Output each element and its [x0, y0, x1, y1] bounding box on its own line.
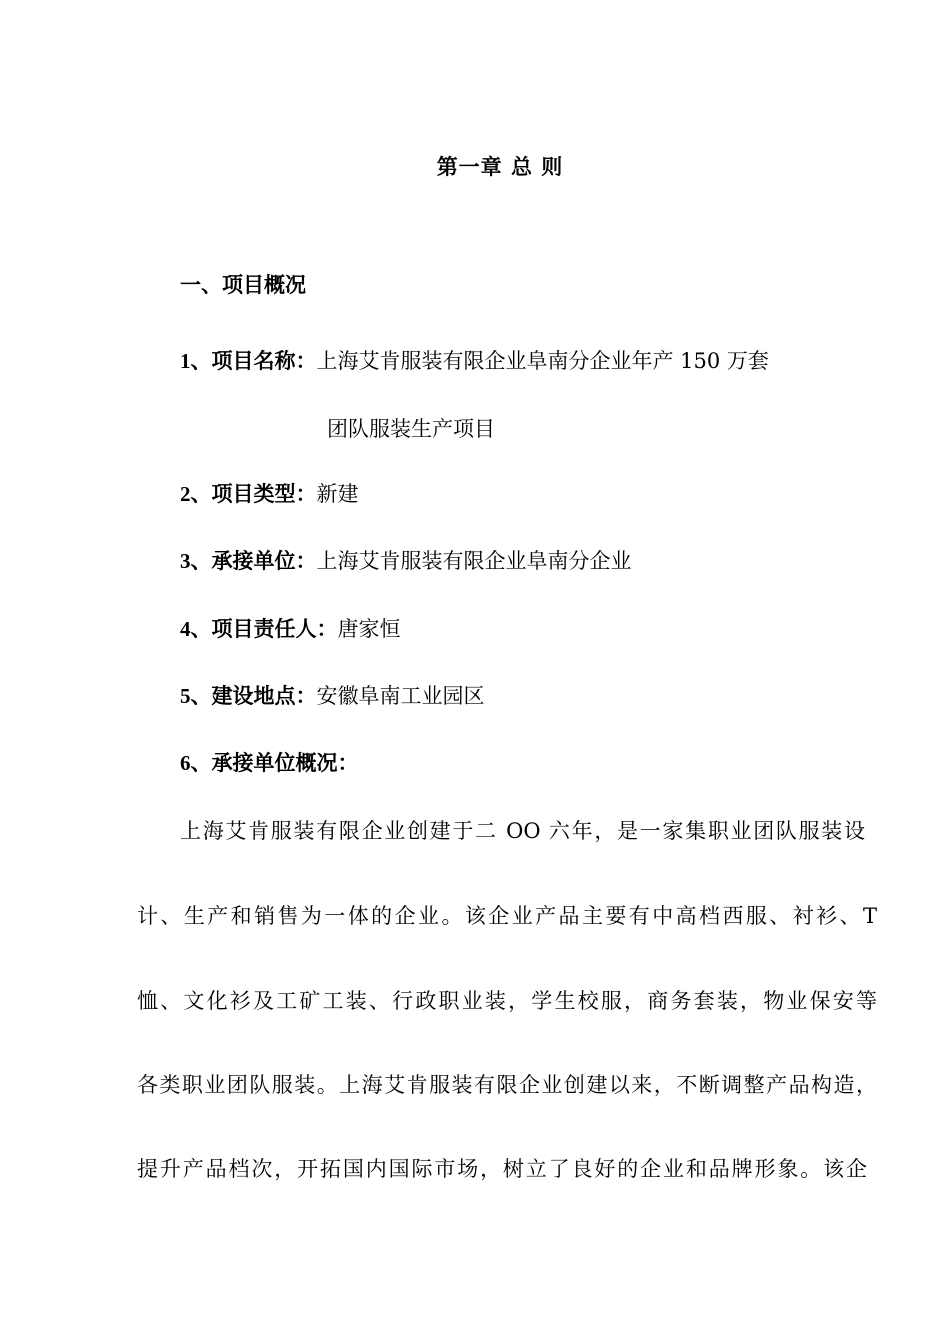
item-number: 2 [180, 482, 191, 506]
paragraph-line: 提升产品档次，开拓国内国际市场，树立了良好的企业和品牌形象。该企 [137, 1157, 867, 1181]
paragraph-line: 计、生产和销售为一体的企业。该企业产品主要有中高档西服、衬衫、T [137, 904, 877, 928]
item-project-name-continuation: 团队服装生产项目 [327, 417, 495, 441]
item-value: 新建 [316, 482, 359, 506]
item-value: 安徽阜南工业园区 [316, 684, 485, 708]
item-project-name [180, 348, 769, 374]
paragraph-line: 上海艾肯服装有限企业创建于二 OO 六年，是一家集职业团队服装设 [180, 819, 865, 843]
item-label: 、项目名称： [190, 348, 317, 373]
item-number: 4 [180, 617, 191, 641]
item-number: 5 [180, 684, 191, 708]
item-project-leader [180, 616, 401, 642]
item-value: 唐家恒 [337, 617, 401, 641]
item-value: 上海艾肯服装有限企业阜南分企业 [316, 549, 632, 573]
item-label: 、承接单位概况： [190, 750, 359, 775]
item-undertaking-unit [180, 548, 632, 574]
item-number: 1 [180, 349, 191, 373]
chapter-title: 第一章 总 则 [436, 154, 564, 179]
item-construction-site [180, 683, 485, 709]
item-label: 、项目责任人： [190, 616, 338, 641]
item-label: 、建设地点： [190, 683, 317, 708]
item-value: 上海艾肯服装有限企业阜南分企业年产 150 万套 [316, 349, 769, 373]
item-number: 6 [180, 751, 191, 775]
item-label: 、项目类型： [190, 481, 317, 506]
item-unit-overview [180, 750, 359, 776]
section-heading: 一、项目概况 [180, 272, 306, 297]
item-number: 3 [180, 549, 191, 573]
item-label: 、承接单位： [190, 548, 317, 573]
item-project-type [180, 481, 359, 507]
paragraph-line: 各类职业团队服装。上海艾肯服装有限企业创建以来，不断调整产品构造， [137, 1073, 877, 1097]
paragraph-line: 恤、文化衫及工矿工装、行政职业装，学生校服，商务套装，物业保安等 [137, 989, 877, 1013]
